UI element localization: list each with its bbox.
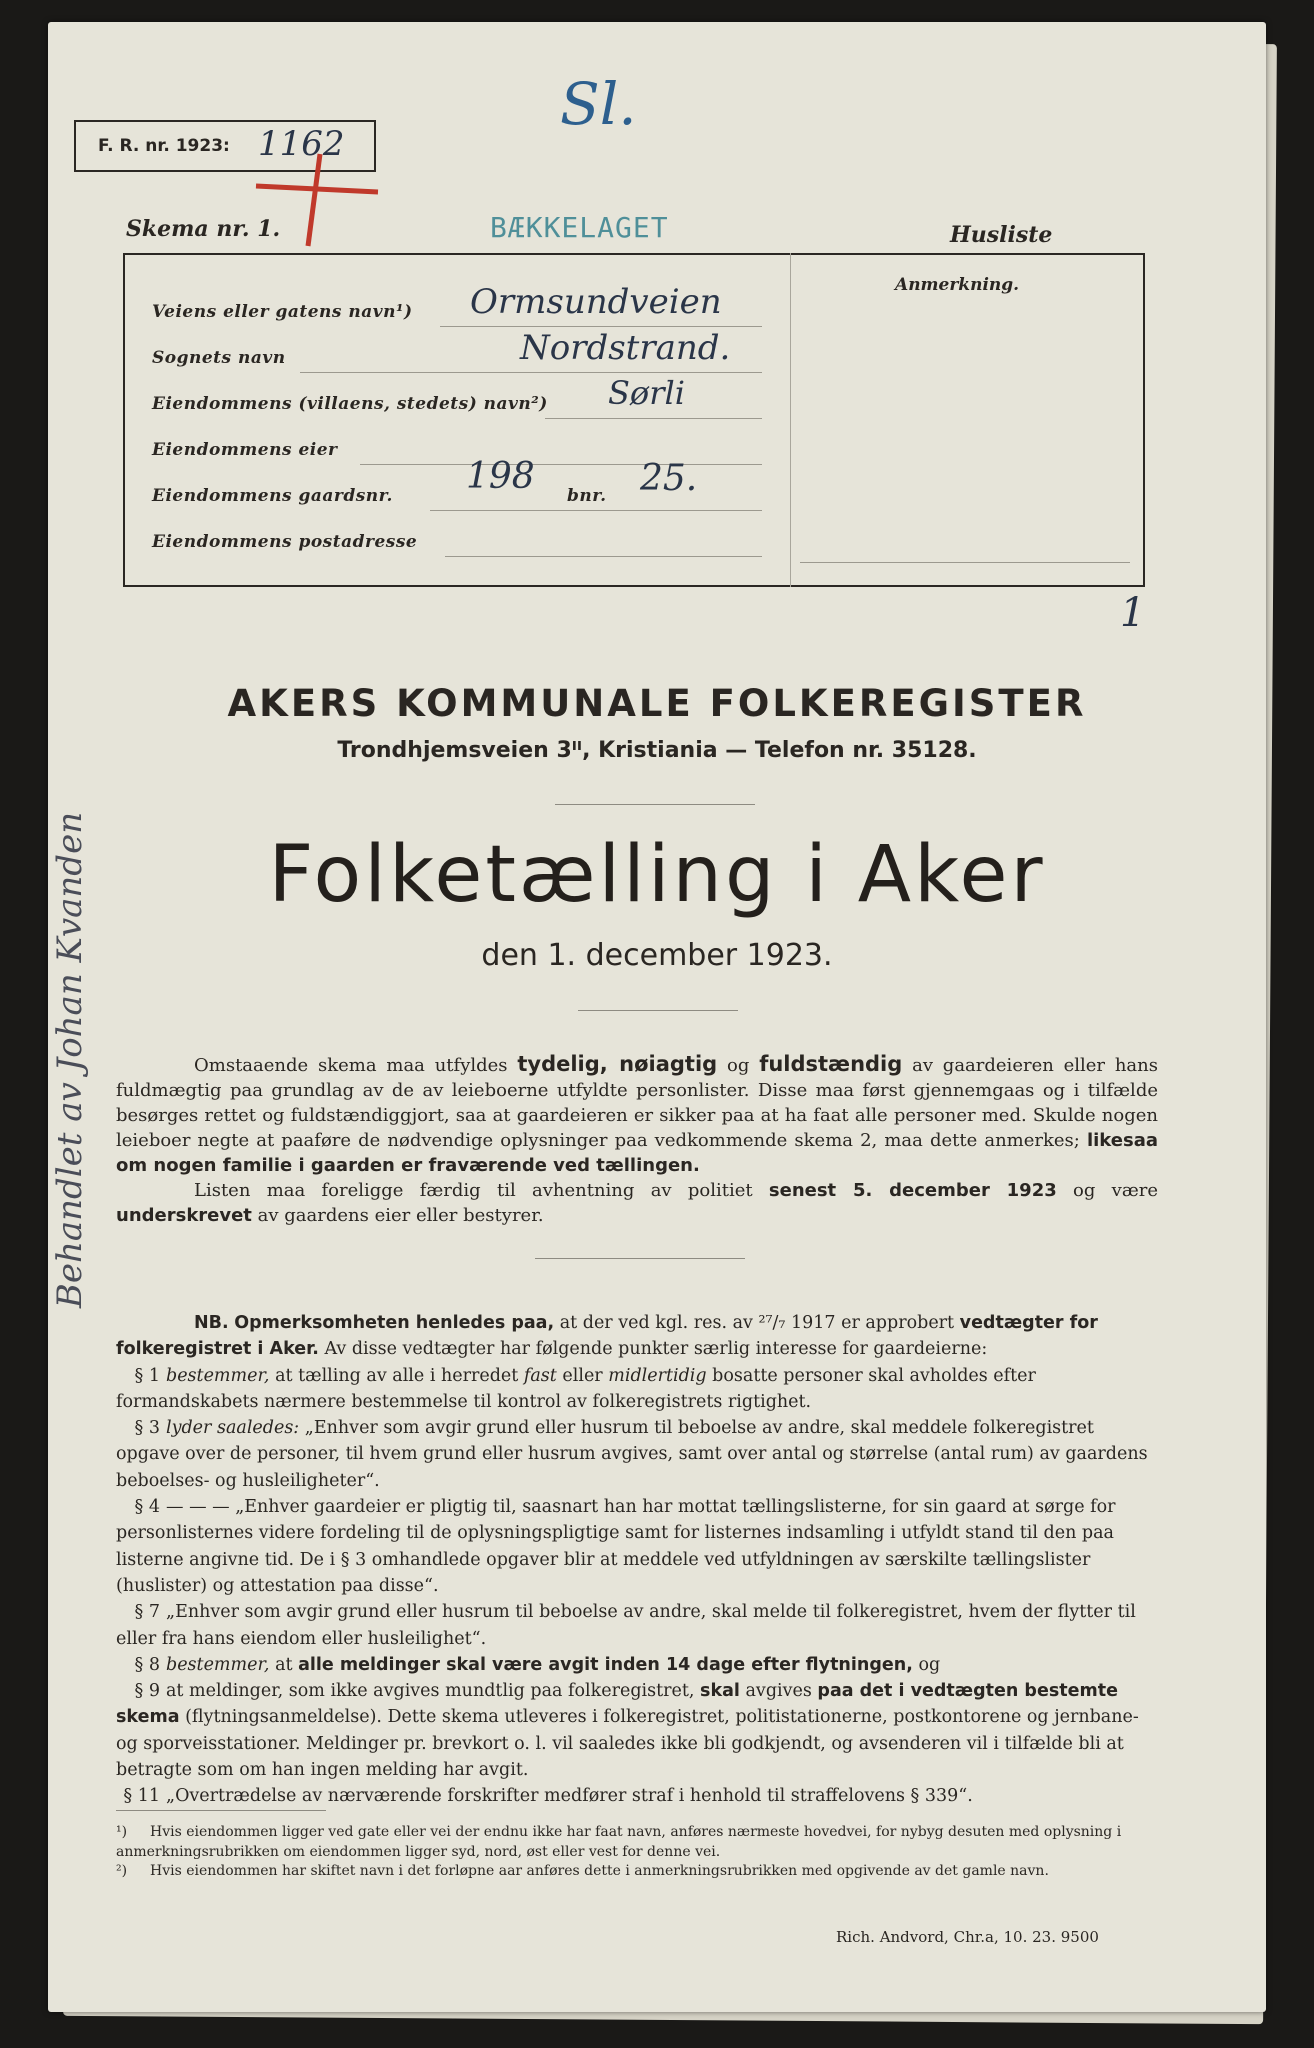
paragraph-9: § 9 at meldinger, som ikke avgives mundtlig paa folkeregistret, skal avgives paa det i vedtægten bestemte skema (flytningsanmeldelse). Dette skema utleveres i folkeregistret, politistationerne, postkontorene og jernbane- og sporveisstationer. Meldinger pr. brevkort o. l. vil saaledes ikke bli godkjendt, og avsenderen vil i tilfælde bli at betragte som om han ingen melding har avgit. xyxy=(116,1681,1139,1781)
footnotes xyxy=(116,1823,1162,1882)
margin-handwritten-note: Behandlet av Johan Kvanden xyxy=(50,811,90,1309)
intro-paragraph: Omstaaende skema maa utfyldes tydelig, nøiagtig og fuldstændig av gaardeieren eller hans fuldmægtig paa grundlag av de av leieboerne utfyldte personlister. Disse maa først gjennemgaas og i tilfælde besørges rettet og fuldstændiggjort, saa at gaardeieren er sikker paa at ha faat alle personer med. Skulde nogen leieboer negte at paaføre de nødvendige oplysninger paa vedkommende skema 2, maa dette anmerkes; likesaa om nogen familie i gaarden er fraværende ved tællingen. Listen maa foreligge færdig til avhentning av politiet senest 5. december 1923 og være underskrevet av gaardens eier eller bestyrer. xyxy=(116,1052,1159,1226)
field-parish-line xyxy=(300,372,762,373)
side-handwritten-mark: 1 xyxy=(1120,590,1146,636)
field-owner-line xyxy=(360,464,762,465)
field-gaardsnr-line xyxy=(430,510,762,511)
field-property-name-value: Sørli xyxy=(608,374,685,412)
field-street-line xyxy=(440,326,762,327)
field-street-value: Ormsundveien xyxy=(470,282,722,322)
paragraph-8: § 8 bestemmer, at alle meldinger skal være avgit inden 14 dage efter flytningen, og xyxy=(134,1654,941,1675)
printer-imprint: Rich. Andvord, Chr.a, 10. 23. 9500 xyxy=(836,1928,1099,1946)
anmerkning-line xyxy=(800,562,1130,563)
field-postaddress-label: Eiendommens postadresse xyxy=(152,532,418,552)
fr-number-handwritten: 1162 xyxy=(258,124,345,164)
nb-section xyxy=(116,1310,1158,1810)
schema-label: Skema nr. 1. xyxy=(126,216,281,242)
intro-rule xyxy=(535,1258,745,1259)
paragraph-4: § 4 — — — „Enhver gaardeier er pligtig til, saasnart han har mottat tællingslisterne, for sin gaard at sørge for personlisternes videre fordeling til de oplysningspligtige samt for listernes indsamling i utfyldt stand til den paa listerne angivne tid. De i § 3 omhandlede opgaver blir at meddele ved utfyldningen av særskilte tællingslister (huslister) og attestation paa disse“. xyxy=(116,1497,1116,1596)
field-parish-value: Nordstrand. xyxy=(520,328,731,368)
org-title: AKERS KOMMUNALE FOLKEREGISTER xyxy=(227,682,1087,725)
fr-label: F. R. nr. 1923: xyxy=(98,136,230,156)
corner-handwritten-mark: Sl. xyxy=(560,70,637,138)
field-property-name-line xyxy=(545,418,762,419)
title-rule-1 xyxy=(555,804,755,805)
field-bnr-value: 25. xyxy=(640,458,698,499)
field-postaddress-line xyxy=(445,556,762,557)
paragraph-7: § 7 „Enhver som avgir grund eller husrum til beboelse av andre, skal melde til folkeregistret, hvem der flytter til eller fra hans eiendom eller husleilighet“. xyxy=(116,1602,1136,1649)
field-bnr-label: bnr. xyxy=(567,486,607,506)
anmerkning-label: Anmerkning. xyxy=(895,275,1020,295)
field-street-label: Veiens eller gatens navn¹) xyxy=(152,302,413,322)
paragraph-1: § 1 bestemmer, at tælling av alle i herredet fast eller midlertidig bosatte personer skal avholdes efter formandskabets nærmere bestemmelse til kontrol av folkeregistrets rigtighet. xyxy=(116,1365,1036,1412)
paragraph-11: § 11 „Overtrædelse av nærværende forskrifter medfører straf i henhold til straffelovens § 339“. xyxy=(123,1786,973,1807)
title-rule-2 xyxy=(578,1010,738,1011)
bekkelaget-stamp: BÆKKELAGET xyxy=(490,211,669,244)
paragraph-3: § 3 lyder saaledes: „Enhver som avgir grund eller husrum til beboelse av andre, skal meddele folkeregistret opgave over de personer, til hvem grund eller husrum avgives, samt over antal og størrelse (antal rum) av gaardens beboelses- og husleiligheter“. xyxy=(116,1418,1148,1491)
anmerkning-divider xyxy=(790,253,791,587)
footnote-rule xyxy=(116,1810,326,1811)
census-date: den 1. december 1923. xyxy=(481,938,833,973)
main-title: Folketælling i Aker xyxy=(268,830,1046,920)
org-address: Trondhjemsveien 3ᴵᴵ, Kristiania — Telefon nr. 35128. xyxy=(337,738,977,763)
field-gaardsnr-label: Eiendommens gaardsnr. xyxy=(152,486,393,506)
footnote-1: ¹) Hvis eiendommen ligger ved gate eller vei der endnu ikke har faat navn, anføres nærmeste hovedvei, for nybyg desuten med oplysning i anmerkningsrubrikken om eiendommen ligger syd, nord, øst eller vest for denne vei. xyxy=(116,1824,1122,1860)
field-gaardsnr-value: 198 xyxy=(466,456,535,497)
nb-lead: NB. Opmerksomheten henledes paa, at der ved kgl. res. av ²⁷/₇ 1917 er approbert vedtægter for folkeregistret i Aker. Av disse vedtægter har følgende punkter særlig interesse for gaardeierne: xyxy=(116,1313,1098,1360)
field-parish-label: Sognets navn xyxy=(152,348,286,368)
husliste-label: Husliste xyxy=(950,222,1053,248)
field-property-name-label: Eiendommens (villaens, stedets) navn²) xyxy=(152,394,548,414)
footnote-2: ²) Hvis eiendommen har skiftet navn i det forløpne aar anføres dette i anmerkningsrubrikken med opgivende av det gamle navn. xyxy=(116,1863,1049,1879)
field-owner-label: Eiendommens eier xyxy=(152,440,338,460)
